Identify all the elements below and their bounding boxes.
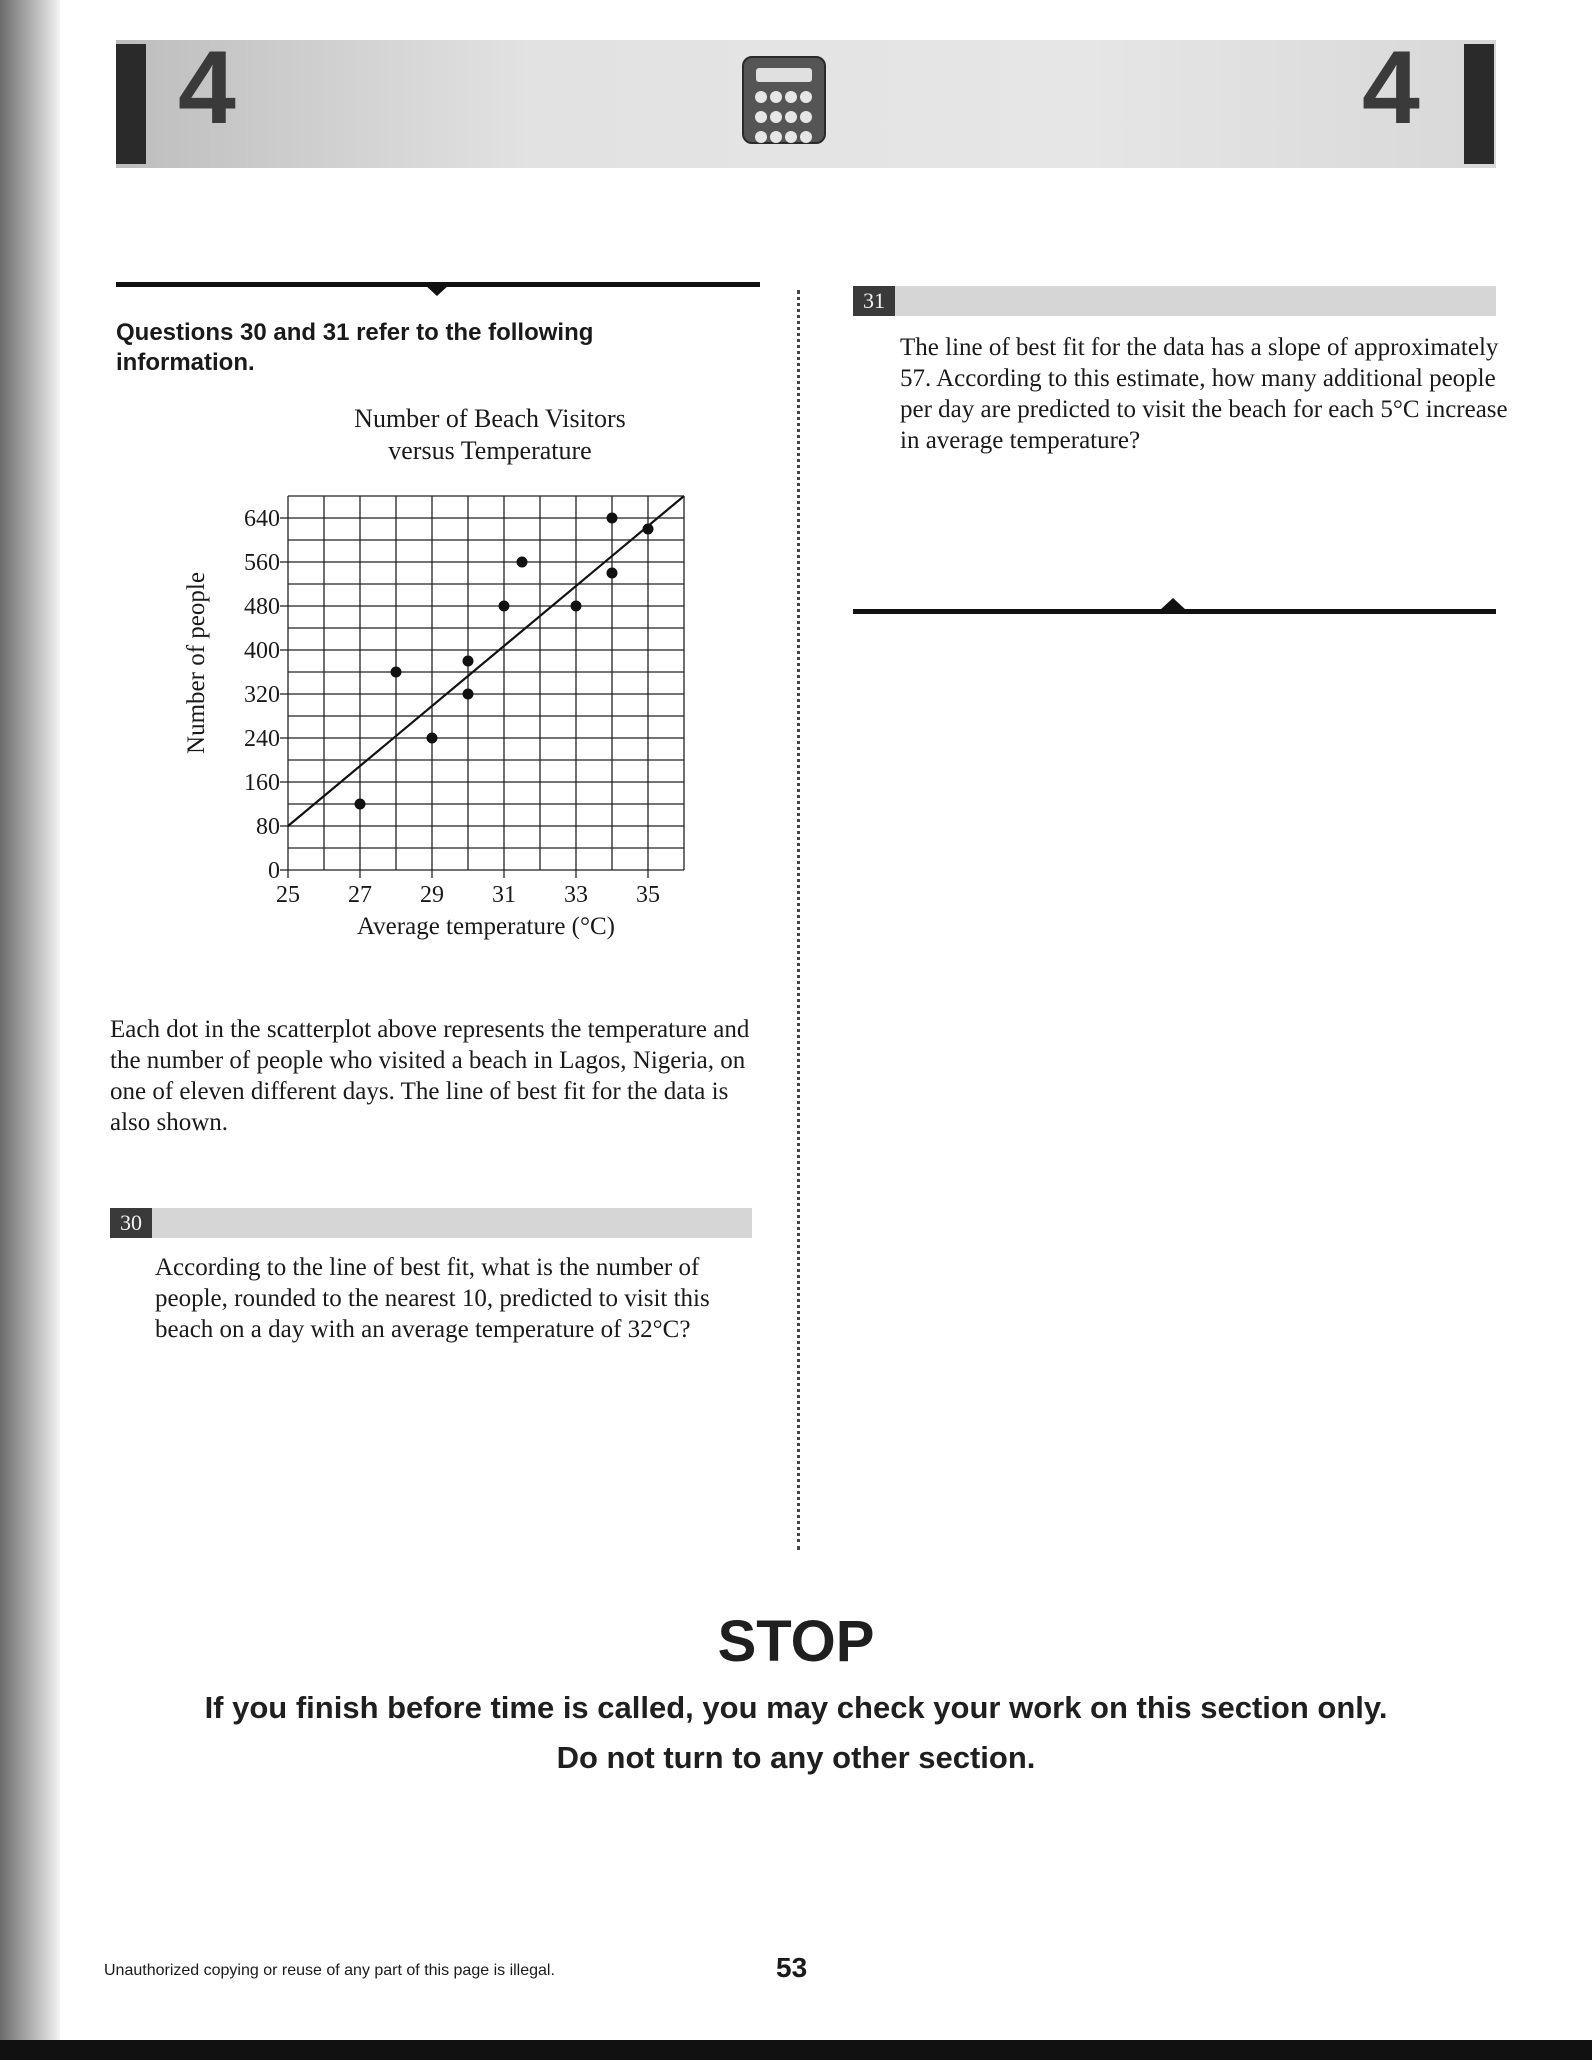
question-30-bar xyxy=(110,1208,752,1238)
figure-description: Each dot in the scatterplot above represents the temperature and the number of people who visited a beach in Lagos, Nigeria, on one of eleven different days. The line of best fit for the data is also shown. xyxy=(110,1016,750,1136)
data-point xyxy=(607,513,618,524)
y-axis-label: Number of people xyxy=(183,572,210,754)
section-marker-left xyxy=(116,44,146,164)
x-tick-label: 27 xyxy=(348,882,372,908)
data-point xyxy=(427,733,438,744)
chart-title-line-2: versus Temperature xyxy=(388,436,592,465)
intro-text: Questions 30 and 31 refer to the following information. xyxy=(116,319,594,376)
data-point xyxy=(571,601,582,612)
y-tick-label: 640 xyxy=(244,506,280,532)
section-number-left: 4 xyxy=(178,30,236,146)
stop-instruction-2: Do not turn to any other section. xyxy=(556,1740,1036,1775)
y-tick-label: 320 xyxy=(244,682,280,708)
question-30-text: According to the line of best fit, what is the number of people, rounded to the nearest 10, predicted to visit this beach on a day with an average temperature of 32°C? xyxy=(155,1254,710,1343)
x-axis-label: Average temperature (°C) xyxy=(356,913,616,940)
y-tick-label: 160 xyxy=(244,770,280,796)
scatterplot-figure xyxy=(180,400,700,960)
copyright-notice: Unauthorized copying or reuse of any part of this page is illegal. xyxy=(104,1962,555,1979)
page-number: 53 xyxy=(776,1952,808,1983)
question-31-bar xyxy=(853,286,1496,316)
y-tick-label: 80 xyxy=(256,814,280,840)
x-tick-label: 29 xyxy=(420,882,444,908)
book-binding-shadow xyxy=(0,0,60,2060)
x-tick-label: 25 xyxy=(276,882,300,908)
divider-up-arrow xyxy=(1160,598,1186,610)
x-tick-label: 33 xyxy=(564,882,588,908)
section-number-right: 4 xyxy=(1362,30,1420,146)
data-point xyxy=(607,568,618,579)
scatterplot xyxy=(180,400,700,960)
y-tick-label: 240 xyxy=(244,726,280,752)
data-point xyxy=(643,524,654,535)
y-tick-label: 400 xyxy=(244,638,280,664)
page-bottom-edge xyxy=(0,2040,1592,2060)
stop-instruction-1: If you finish before time is called, you may check your work on this section only. xyxy=(204,1690,1388,1725)
data-point xyxy=(499,601,510,612)
data-point xyxy=(355,799,366,810)
question-31-number: 31 xyxy=(853,286,895,316)
column-divider xyxy=(797,290,800,1550)
calculator-icon xyxy=(742,56,826,144)
data-point xyxy=(463,656,474,667)
data-point xyxy=(391,667,402,678)
data-point xyxy=(517,557,528,568)
question-30-number: 30 xyxy=(110,1208,152,1238)
y-tick-label: 0 xyxy=(268,858,280,884)
question-31-text: The line of best fit for the data has a slope of approximately 57. According to this estimate, how many additional people per day are predicted to visit the beach for each 5°C increase in average temperature? xyxy=(900,334,1508,454)
x-tick-label: 31 xyxy=(492,882,516,908)
y-tick-label: 480 xyxy=(244,594,280,620)
divider-down-arrow xyxy=(424,284,450,296)
x-tick-label: 35 xyxy=(636,882,660,908)
stop-heading: STOP xyxy=(717,1609,875,1674)
chart-title-line-1: Number of Beach Visitors xyxy=(354,404,626,433)
y-tick-label: 560 xyxy=(244,550,280,576)
best-fit-line xyxy=(288,496,684,826)
section-marker-right xyxy=(1464,44,1494,164)
data-point xyxy=(463,689,474,700)
